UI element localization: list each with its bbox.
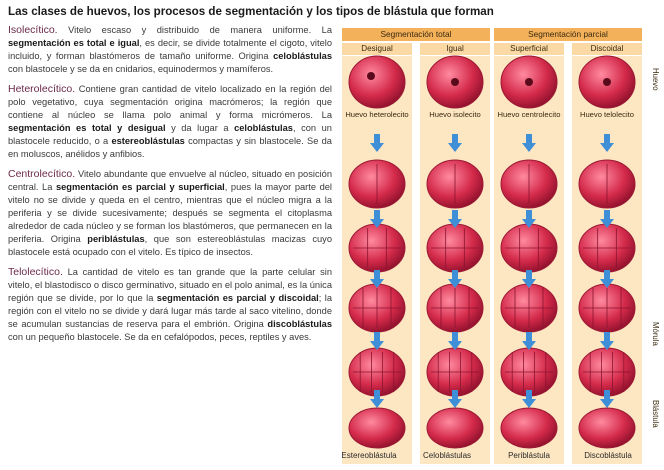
bold-text: segmentación es parcial y superficial bbox=[55, 182, 225, 192]
label-discoblastula: Discoblástula bbox=[584, 451, 632, 460]
egg-illustration bbox=[349, 56, 405, 108]
bold-text: segmentación es total y desigual bbox=[8, 123, 166, 133]
down-arrow-icon bbox=[600, 399, 614, 408]
arrow-shaft bbox=[374, 134, 380, 143]
bold-text: celoblástulas bbox=[234, 123, 293, 133]
nucleus-dot bbox=[451, 78, 459, 86]
down-arrow-icon bbox=[448, 143, 462, 152]
arrow-shaft bbox=[452, 390, 458, 399]
bold-text: segmentación es parcial y discoidal bbox=[156, 293, 319, 303]
arrow-shaft bbox=[526, 332, 532, 341]
page-title: Las clases de huevos, los procesos de segmentación y los tipos de blástula que forman bbox=[8, 5, 494, 18]
arrow-shaft bbox=[604, 134, 610, 143]
text-column bbox=[8, 24, 332, 351]
paragraph-isolecito bbox=[8, 24, 332, 76]
down-arrow-icon bbox=[370, 399, 384, 408]
label-celoblastulas: Celoblástulas bbox=[422, 451, 472, 460]
arrow-shaft bbox=[526, 390, 532, 399]
egg-type-heterolecito: Huevo heterolecito bbox=[345, 110, 409, 119]
side-label-morula: Mórula bbox=[651, 322, 660, 346]
down-arrow-icon bbox=[600, 143, 614, 152]
paragraph-heterolecito bbox=[8, 83, 332, 161]
egg-type-telolecito: Huevo telolecito bbox=[579, 110, 635, 119]
term-telolecito: Telolecítico. bbox=[8, 266, 63, 278]
bold-text: segmentación es total e igual bbox=[8, 38, 140, 48]
bold-text: celoblástulas bbox=[273, 51, 332, 61]
text: , que son estereoblástulas macizas cuyo blastocele está ocupado con el vitelo. Es típico de insectos. bbox=[8, 234, 332, 257]
nucleus-dot bbox=[603, 78, 611, 86]
bold-text: periblástulas bbox=[87, 234, 145, 244]
egg-type-centrolecito: Huevo centrolecito bbox=[497, 110, 561, 119]
label-estereoblastula: Estereoblástula bbox=[341, 451, 397, 460]
text: con blastocele y se da en cnidarios, equinodermos y mamíferos. bbox=[8, 64, 274, 74]
text: Vitelo abundante que envuelve al núcleo, situado en posición central. La bbox=[8, 169, 332, 192]
arrow-shaft bbox=[374, 210, 380, 219]
arrow-shaft bbox=[526, 270, 532, 279]
term-isolecito: Isolecítico. bbox=[8, 24, 58, 36]
label-periblastula: Periblástula bbox=[508, 451, 550, 460]
bold-text: discoblástulas bbox=[267, 319, 332, 329]
down-arrow-icon bbox=[522, 399, 536, 408]
bold-text: estereoblástulas bbox=[111, 136, 185, 146]
down-arrow-icon bbox=[370, 143, 384, 152]
column-label-desigual: Desigual bbox=[342, 43, 412, 55]
arrow-shaft bbox=[452, 134, 458, 143]
arrow-shaft bbox=[604, 332, 610, 341]
side-label-huevo: Huevo bbox=[651, 68, 660, 91]
text: con un pequeño blastocele. Se da en cefalópodos, peces, reptiles y aves. bbox=[8, 332, 312, 342]
paragraph-telolecito bbox=[8, 266, 332, 344]
side-label-blastula: Blástula bbox=[651, 400, 660, 428]
column-label-superficial: Superficial bbox=[494, 43, 564, 55]
arrow-shaft bbox=[374, 332, 380, 341]
arrow-shaft bbox=[374, 390, 380, 399]
text: Vitelo escaso y distribuido de manera uniforme. La bbox=[57, 25, 332, 35]
header-segmentacion-parcial: Segmentación parcial bbox=[494, 28, 642, 41]
down-arrow-icon bbox=[448, 399, 462, 408]
arrow-shaft bbox=[452, 210, 458, 219]
text: Contiene gran cantidad de vitelo localizado en la región del polo vegetativo, cuya segmentación origina macrómeros; la región que contiene al núcleo se llama polo animal y forma micrómeros. La bbox=[8, 84, 332, 120]
arrow-shaft bbox=[604, 210, 610, 219]
blastula-illustration bbox=[427, 408, 483, 448]
text: , es decir, se divide totalmente el cigoto, vitelo incluido, y forman blastómeros de tamaño uniforme. Origina bbox=[8, 38, 332, 61]
arrow-shaft bbox=[604, 390, 610, 399]
nucleus-dot bbox=[367, 72, 375, 80]
arrow-shaft bbox=[452, 270, 458, 279]
header-segmentacion-total: Segmentación total bbox=[342, 28, 490, 41]
column-label-discoidal: Discoidal bbox=[572, 43, 642, 55]
term-heterolecito: Heterolecítico. bbox=[8, 83, 76, 95]
text: compactas y sin blastocele. Se da en moluscos, anélidos y anfibios. bbox=[8, 136, 332, 159]
segmentation-figure bbox=[336, 24, 664, 470]
arrow-shaft bbox=[374, 270, 380, 279]
column-label-igual: Igual bbox=[420, 43, 490, 55]
blastula-illustration bbox=[579, 408, 635, 448]
arrow-shaft bbox=[526, 210, 532, 219]
text: ; la región con el vitelo no se divide y dará lugar más tarde al saco vitelino, donde se acumulan sustancias de reserva para el embrión. Origina bbox=[8, 293, 332, 329]
arrow-shaft bbox=[452, 332, 458, 341]
arrow-shaft bbox=[604, 270, 610, 279]
blastula-illustration bbox=[349, 408, 405, 448]
nucleus-dot bbox=[525, 78, 533, 86]
blastula-illustration bbox=[501, 408, 557, 448]
egg-type-isolecito: Huevo isolecito bbox=[429, 110, 481, 119]
text: , con un blastocele reducido, o a bbox=[8, 123, 332, 146]
text: y da lugar a bbox=[165, 123, 235, 133]
text: La cantidad de vitelo es tan grande que la parte celular sin vitelo, el blastodisco o disco germinativo, situado en el polo animal, es la única región que se divide, por lo que la bbox=[8, 267, 332, 303]
down-arrow-icon bbox=[522, 143, 536, 152]
term-centrolecito: Centrolecítico. bbox=[8, 168, 76, 180]
egg-illustrations bbox=[336, 24, 664, 470]
text: , pues la mayor parte del vitelo no se divide y queda en el centro, mientras que el núcleo migra a la periferia y se divide sucesivamente; después se segmenta el citoplasma alrededor de cada núcleo y se forman los blastómeros, que permanecen en la periferia. Origina bbox=[8, 182, 332, 244]
paragraph-centrolecito bbox=[8, 168, 332, 259]
arrow-shaft bbox=[526, 134, 532, 143]
